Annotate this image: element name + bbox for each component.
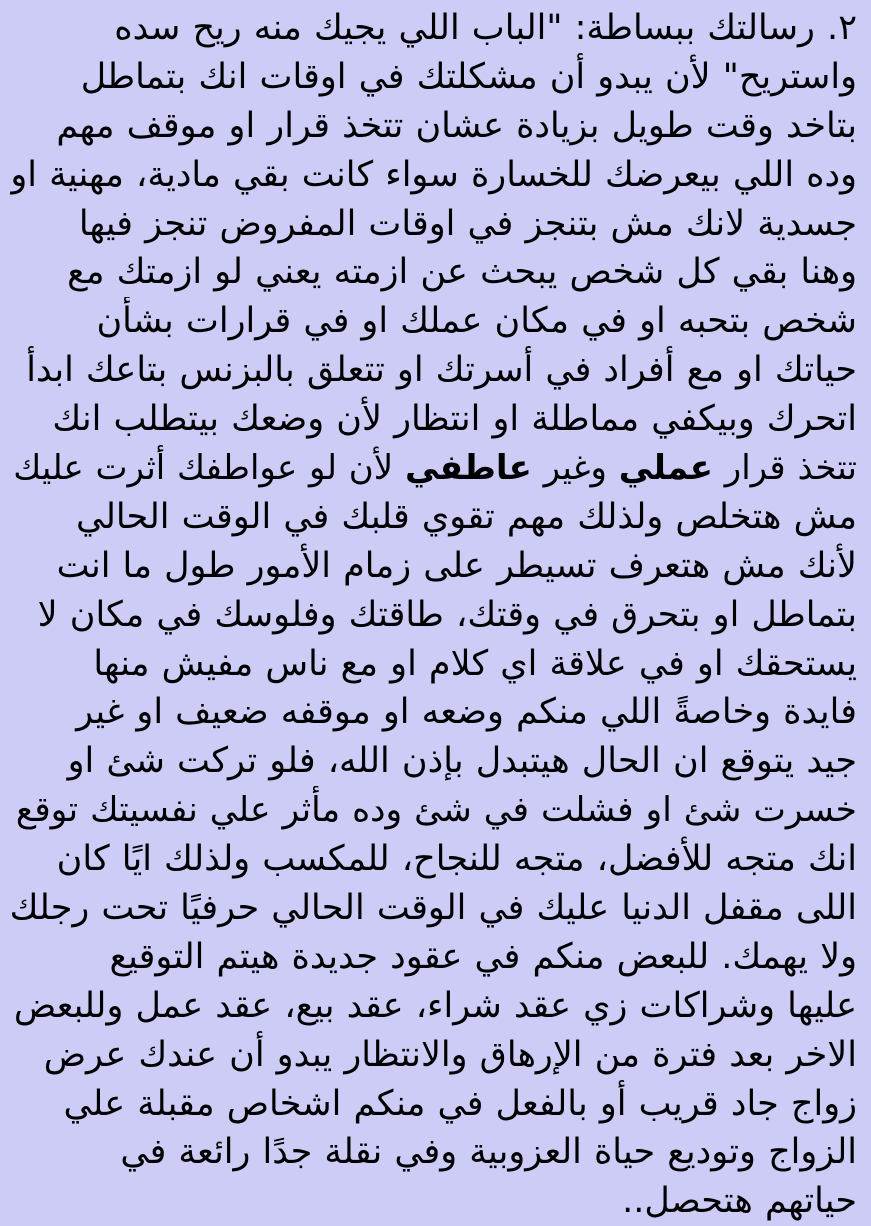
bold-word: عاطفي <box>404 448 532 489</box>
text-line: جيد يتوقع ان الحال هيتبدل بإذن الله، فلو تركت شئ او <box>67 741 857 782</box>
text-line: انك متجه للأفضل، متجه للنجاح، للمكسب ولذلك ايًا كان <box>56 839 857 880</box>
text-line: اللى مقفل الدنيا عليك في الوقت الحالي حرفيًا تحت رجلك <box>10 888 857 929</box>
text-line: بتماطل او بتحرق في وقتك، طاقتك وفلوسك في مكان لا <box>37 594 857 635</box>
text-line: فايدة وخاصةً اللي منكم وضعه او موقفه ضعيف او غير <box>76 692 857 733</box>
text-line: جسدية لانك مش بتنجز في اوقات المفروض تنجز فيها <box>78 203 857 244</box>
text-line: حياتك او مع أفراد في أسرتك او تتعلق بالبزنس بتاعك ابدأ <box>26 350 857 391</box>
text-line: خسرت شئ او فشلت في شئ وده مأثر علي نفسيتك توقع <box>15 790 857 831</box>
text-segment: لأن لو عواطفك أثرت عليك <box>13 448 405 489</box>
text-line: مش هتخلص ولذلك مهم تقوي قلبك في الوقت الحالي <box>76 496 857 537</box>
text-line: وهنا بقي كل شخص يبحث عن ازمته يعني لو ازمتك مع <box>67 252 857 293</box>
text-line: شخص بتحبه او في مكان عملك او في قرارات بشأن <box>96 301 857 342</box>
bold-word: عملي <box>618 448 713 489</box>
text-line-with-bold <box>10 444 857 493</box>
text-line: واستريح" لأن يبدو أن مشكلتك في اوقات انك بتماطل <box>80 56 857 97</box>
text-line: اتحرك وبيكفي مماطلة او انتظار لأن وضعك بيتطلب انك <box>52 399 857 440</box>
text-line: حياتهم هتحصل.. <box>622 1181 857 1222</box>
text-line: وده اللي بيعرضك للخسارة سواء كانت بقي مادية، مهنية او <box>10 154 857 195</box>
text-segment: وغير <box>531 448 619 489</box>
text-line: ٢. رسالتك ببساطة: "الباب اللي يجيك منه ريح سده <box>114 8 857 48</box>
text-line: الاخر بعد فترة من الإرهاق والانتظار يبدو أن عندك عرض <box>43 1034 857 1075</box>
text-line: بتاخد وقت طويل بزيادة عشان تتخذ قرار او موقف مهم <box>56 105 857 146</box>
text-line: لأنك مش هتعرف تسيطر على زمام الأمور طول ما انت <box>56 545 857 586</box>
text-line: الزواج وتوديع حياة العزوبية وفي نقلة جدًا رائعة في <box>120 1132 857 1173</box>
text-line: يستحقك او في علاقة اي كلام او مع ناس مفيش منها <box>93 643 857 684</box>
text-line: زواج جاد قريب أو بالفعل في منكم اشخاص مقبلة علي <box>63 1083 857 1124</box>
text-segment: تتخذ قرار <box>712 448 857 489</box>
text-line: ولا يهمك. للبعض منكم في عقود جديدة هيتم التوقيع <box>109 936 857 977</box>
text-line: عليها وشراكات زي عقد شراء، عقد بيع، عقد عمل وللبعض <box>13 985 857 1026</box>
